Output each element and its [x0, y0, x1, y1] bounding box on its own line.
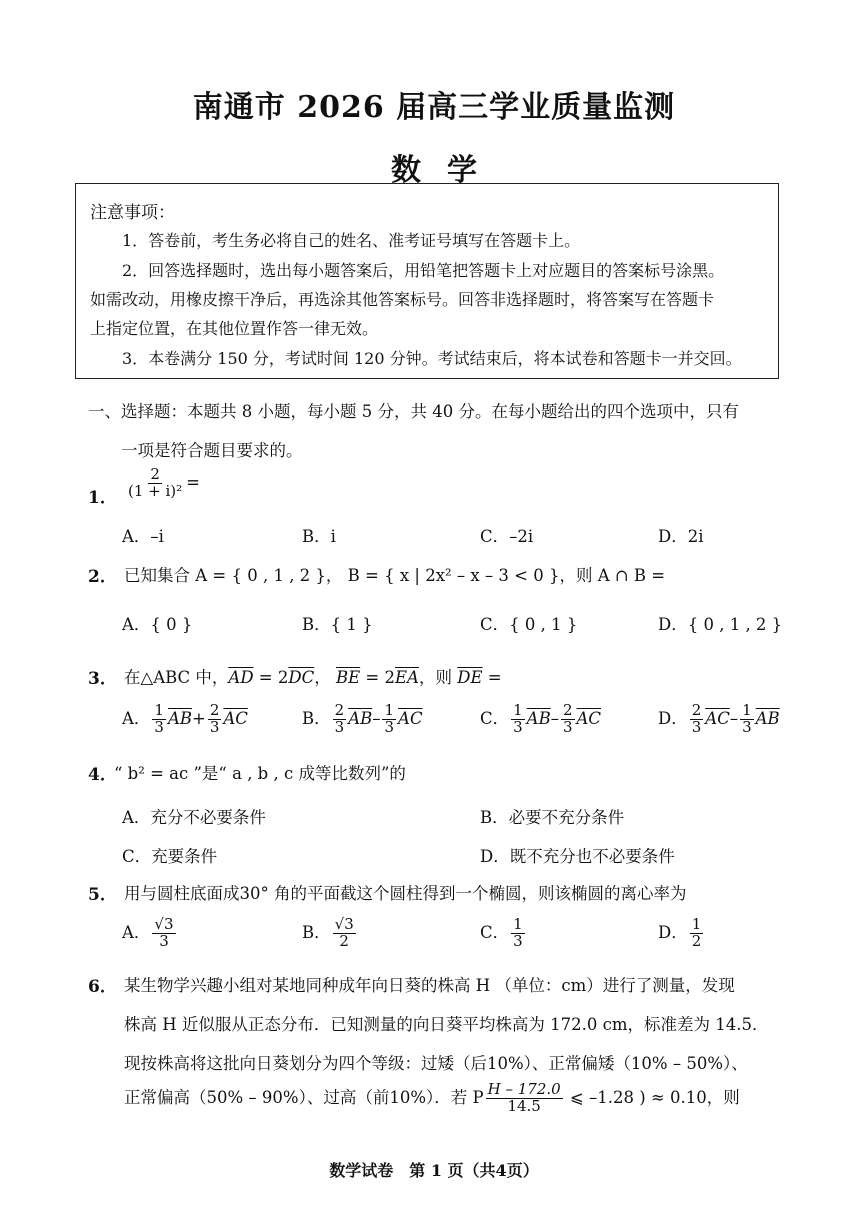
- q1-option-d[interactable]: D．2i: [658, 527, 704, 546]
- question-number-4: 4．: [88, 765, 117, 785]
- q1-tail: =: [186, 472, 200, 492]
- q2-option-d[interactable]: D．{ 0 , 1 , 2 }: [658, 615, 783, 634]
- notice-line-3: 3．本卷满分 150 分，考试时间 120 分钟。考试结束后，将本试卷和答题卡一并交回。: [122, 349, 742, 368]
- q3-option-a[interactable]: A． $\frac{1}{3}$ $\overline{AB}+$ $\frac{2}{3}$ $\overline{AC}$: [122, 701, 248, 736]
- q5-option-c[interactable]: C． $\frac{1}{3}$: [480, 915, 523, 950]
- q4-option-b[interactable]: B．必要不充分条件: [480, 808, 625, 827]
- question-number-3: 3．: [88, 669, 117, 689]
- q4-option-d[interactable]: D．既不充分也不必要条件: [480, 847, 675, 866]
- q1-option-b[interactable]: B．i: [302, 527, 336, 546]
- q2-option-a[interactable]: A．{ 0 }: [122, 615, 193, 634]
- notice-line-1: 1．答卷前，考生务必将自己的姓名、准考证号填写在答题卡上。: [122, 231, 581, 250]
- question-number-5: 5．: [88, 885, 117, 905]
- question-number-6: 6．: [88, 977, 117, 997]
- notice-line-2c: 上指定位置，在其他位置作答一律无效。: [90, 319, 379, 338]
- page-footer: 数学试卷 第 1 页（共4页）: [329, 1161, 539, 1180]
- notice-line-2a: 2．回答选择题时，选出每小题答案后，用铅笔把答题卡上对应题目的答案标号涂黑。: [122, 261, 725, 280]
- section-heading-line-1: 一、选择题：本题共 8 小题，每小题 5 分，共 40 分。在每小题给出的四个选项中，只有: [88, 402, 739, 421]
- q3-option-d[interactable]: D． $\frac{2}{3}$ $\overline{AC}-$ $\frac{1}{3}$ $\overline{AB}$: [658, 701, 780, 736]
- question-6-line-4: 正常偏高（50% – 90%）、过高（前10%）．若 P $\frac{H - 172.0}{14.5}$ ⩽ –1.28 ) ≈ 0.10，则: [124, 1080, 740, 1115]
- q4-option-c[interactable]: C．充要条件: [122, 847, 218, 866]
- q5-option-a[interactable]: A． $\frac{√3}{3}$: [122, 915, 174, 950]
- q5-option-b[interactable]: B． $\frac{√3}{2}$: [302, 915, 354, 950]
- section-heading-line-2: 一项是符合题目要求的。: [121, 441, 303, 460]
- question-number-2: 2．: [88, 567, 117, 587]
- q1-frac-den: (1 + i)²: [128, 481, 183, 500]
- q2-option-b[interactable]: B．{ 1 }: [302, 615, 373, 634]
- notice-heading: 注意事项：: [90, 203, 175, 223]
- question-5-stem: 用与圆柱底面成30° 角的平面截这个圆柱得到一个椭圆，则该椭圆的离心率为: [124, 884, 687, 903]
- question-3-stem: 在△ABC 中，$\overline{AD} = 2\overline{DC}$， $\overline{BE} = 2\overline{EA}$，则 $\overline{DE}$ =: [124, 668, 502, 687]
- q3-option-b[interactable]: B． $\frac{2}{3}$ $\overline{AB}-$ $\frac{1}{3}$ $\overline{AC}$: [302, 701, 423, 736]
- question-number-1: 1．: [88, 488, 117, 508]
- subject-heading: 数学: [391, 153, 503, 188]
- q1-frac-num: 2: [150, 465, 160, 483]
- q5-option-d[interactable]: D． $\frac{1}{2}$: [658, 915, 702, 950]
- q3-option-c[interactable]: C． $\frac{1}{3}$ $\overline{AB}-$ $\frac{2}{3}$ $\overline{AC}$: [480, 701, 602, 736]
- q1-option-a[interactable]: A．–i: [122, 527, 164, 546]
- question-6-line-1: 某生物学兴趣小组对某地同种成年向日葵的株高 H （单位：cm）进行了测量，发现: [124, 976, 735, 995]
- question-2-stem: 已知集合 A = { 0 , 1 , 2 }， B = { x | 2x² – x – 3 < 0 }，则 A ∩ B =: [124, 566, 666, 585]
- question-4-stem: “ b² = ac ”是“ a , b , c 成等比数列”的: [114, 764, 406, 783]
- q4-option-a[interactable]: A．充分不必要条件: [122, 808, 266, 827]
- q1-option-c[interactable]: C．–2i: [480, 527, 534, 546]
- question-6-line-2: 株高 H 近似服从正态分布．已知测量的向日葵平均株高为 172.0 cm，标准差为 14.5．: [124, 1015, 769, 1034]
- notice-box: [75, 183, 779, 379]
- question-6-line-3: 现按株高将这批向日葵划分为四个等级：过矮（后10%）、正常偏矮（10% – 50%）、: [124, 1054, 748, 1073]
- question-1-stem: [124, 467, 200, 500]
- q2-option-c[interactable]: C．{ 0 , 1 }: [480, 615, 578, 634]
- notice-line-2b: 如需改动，用橡皮擦干净后，再选涂其他答案标号。回答非选择题时，将答案写在答题卡: [90, 290, 715, 309]
- exam-title: 南通市 2026 届高三学业质量监测: [192, 90, 676, 125]
